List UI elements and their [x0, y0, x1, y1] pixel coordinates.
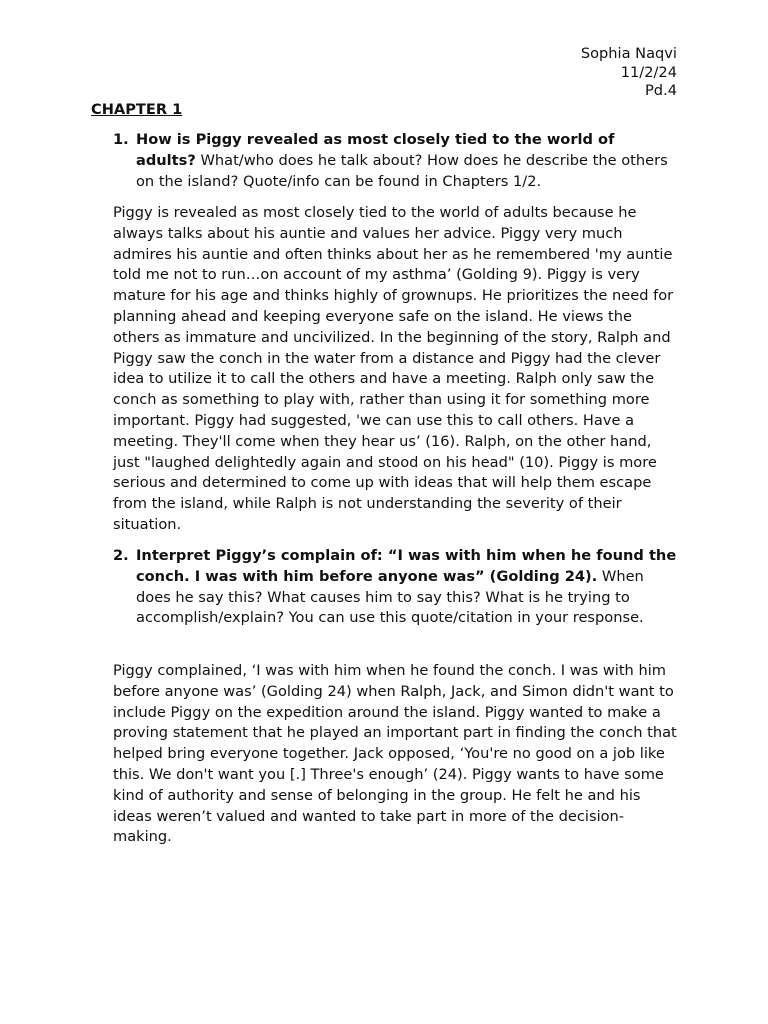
assignment-date: 11/2/24 — [620, 63, 677, 81]
question-number: 2. — [113, 547, 129, 564]
question-number: 1. — [113, 131, 129, 148]
question-2 — [113, 546, 678, 629]
chapter-heading: CHAPTER 1 — [91, 101, 183, 118]
class-period: Pd.4 — [645, 82, 677, 99]
answer-2: Piggy complained, ‘I was with him when he found the conch. I was with him before anyone was’ (Golding 24) when Ralph, Jack, and Simon didn't want to include Piggy on the expedition around the island. Piggy wanted to make a proving statement that he played an important part in finding the conch that helped bring everyone together. Jack opposed, ‘You're no good on a job like this. We don't want you [.] Three's enough’ (24). Piggy wants to have some kind of authority and sense of belonging in the group. He felt he and his ideas weren’t valued and wanted to take part in more of the decision-making. — [113, 662, 677, 846]
question-prompt-text: When does he say this? What causes him to say this? What is he trying to accomplish/explain? You can use this quote/citation in your response. — [136, 567, 644, 627]
question-text — [136, 546, 678, 629]
student-header — [581, 45, 677, 101]
question-1 — [113, 130, 678, 192]
answer-1: Piggy is revealed as most closely tied to the world of adults because he always talks about his auntie and values her advice. Piggy very much admires his auntie and often thinks about her as he remembered 'my auntie told me not to run…on account of my asthma’ (Golding 9). Piggy is very mature for his age and thinks highly of grownups. He prioritizes the need for planning ahead and keeping everyone safe on the island. He views the others as immature and uncivilized. In the beginning of the story, Ralph and Piggy saw the conch in the water from a distance and Piggy had the clever idea to utilize it to call the others and have a meeting. Ralph only saw the conch as something to play with, rather than using it for something more important. Piggy had suggested, 'we can use this to call others. Have a meeting. They'll come when they hear us’ (16). Ralph, on the other hand, just "laughed delightedly again and stood on his head" (10). Piggy is more serious and determined to come up with ideas that will help them escape from the island, while Ralph is not understanding the severity of their situation. — [113, 204, 674, 533]
student-name: Sophia Naqvi — [580, 45, 677, 62]
question-bold-text: How is Piggy revealed as most closely tied to the world of adults? — [136, 131, 615, 169]
question-text — [136, 130, 678, 192]
question-prompt-text: What/who does he talk about? How does he describe the others on the island? Quote/info can be found in Chapters 1/2. — [136, 151, 668, 190]
question-bold-text: Interpret Piggy’s complain of: “I was with him when he found the conch. I was with him before anyone was” (Golding 24). — [136, 547, 677, 585]
